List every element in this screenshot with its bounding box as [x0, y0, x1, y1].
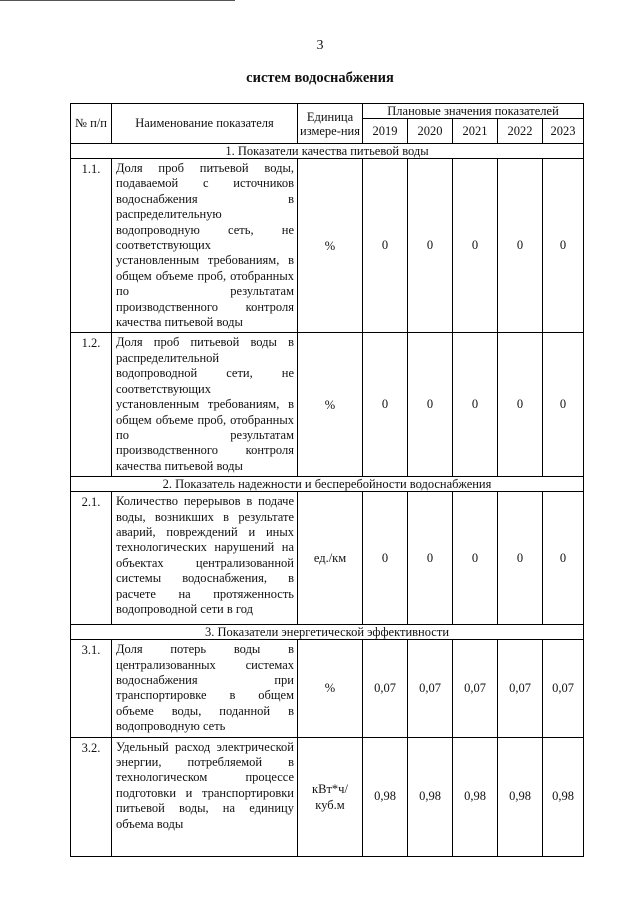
row-name: Доля потерь воды в централизованных системах водоснабжения при транспортировке в общем объеме воды, поданной в водопроводную сеть — [112, 640, 298, 737]
row-number: 1.2. — [71, 333, 112, 477]
section-row — [71, 625, 584, 640]
row-value: 0 — [408, 333, 453, 477]
row-value: 0 — [498, 333, 543, 477]
row-value: 0,07 — [363, 640, 408, 737]
row-number: 2.1. — [71, 492, 112, 625]
row-value: 0 — [453, 492, 498, 625]
row-value: 0 — [543, 492, 584, 625]
row-value: 0 — [453, 159, 498, 333]
document-heading: систем водоснабжения — [246, 70, 394, 86]
row-value: 0,07 — [453, 640, 498, 737]
page-number: 3 — [316, 38, 324, 53]
row-name: Доля проб питьевой воды в распределительной водопроводной сети, не соответствующих установленным требованиям, в общем объеме проб, отобранных по результатам производственного контроля качества питьевой воды — [112, 333, 298, 477]
header-plan-values: Плановые значения показателей — [363, 104, 584, 119]
row-unit: ед./км — [298, 492, 363, 625]
row-value: 0,98 — [453, 737, 498, 856]
row-value: 0,98 — [543, 737, 584, 856]
row-value: 0 — [408, 492, 453, 625]
section-title: 2. Показатель надежности и бесперебойности водоснабжения — [71, 477, 584, 492]
row-value: 0 — [363, 333, 408, 477]
row-number: 3.1. — [71, 640, 112, 737]
table-row — [71, 159, 584, 333]
top-rule-line — [0, 0, 235, 1]
header-name: Наименование показателя — [112, 104, 298, 144]
row-number: 1.1. — [71, 159, 112, 333]
row-value: 0 — [543, 159, 584, 333]
row-value: 0,07 — [543, 640, 584, 737]
table-row — [71, 737, 584, 856]
header-number: № п/п — [71, 104, 112, 144]
row-value: 0 — [498, 159, 543, 333]
row-value: 0 — [408, 159, 453, 333]
header-year: 2019 — [363, 119, 408, 144]
row-value: 0 — [453, 333, 498, 477]
header-unit: Единица измере-ния — [298, 104, 363, 144]
row-name: Количество перерывов в подаче воды, возникших в результате аварий, повреждений и иных технологических нарушений на объектах централизованной системы водоснабжения, в расчете на протяженность водопроводной сети в год — [112, 492, 298, 625]
section-title: 1. Показатели качества питьевой воды — [71, 144, 584, 159]
row-value: 0 — [363, 159, 408, 333]
row-value: 0 — [543, 333, 584, 477]
row-unit: % — [298, 159, 363, 333]
header-year: 2023 — [543, 119, 584, 144]
row-number: 3.2. — [71, 737, 112, 856]
section-row — [71, 144, 584, 159]
row-value: 0 — [363, 492, 408, 625]
row-unit: % — [298, 640, 363, 737]
row-value: 0,98 — [408, 737, 453, 856]
row-value: 0,07 — [498, 640, 543, 737]
table-row — [71, 492, 584, 625]
section-title: 3. Показатели энергетической эффективности — [71, 625, 584, 640]
row-value: 0 — [498, 492, 543, 625]
section-row — [71, 477, 584, 492]
row-unit: % — [298, 333, 363, 477]
row-name: Доля проб питьевой воды, подаваемой с источников водоснабжения в распределительную водопроводную сеть, не соответствующих установленным требованиям, в общем объеме проб, отобранных по результатам производственного контроля качества питьевой воды — [112, 159, 298, 333]
table-row — [71, 640, 584, 737]
indicators-table — [70, 103, 584, 857]
table-row — [71, 333, 584, 477]
header-year: 2022 — [498, 119, 543, 144]
row-value: 0,07 — [408, 640, 453, 737]
row-unit: кВт*ч/ куб.м — [298, 737, 363, 856]
row-value: 0,98 — [363, 737, 408, 856]
header-year: 2021 — [453, 119, 498, 144]
header-year: 2020 — [408, 119, 453, 144]
row-name: Удельный расход электрической энергии, потребляемой в технологическом процессе подготовки и транспортировки питьевой воды, на единицу объема воды — [112, 737, 298, 856]
row-value: 0,98 — [498, 737, 543, 856]
